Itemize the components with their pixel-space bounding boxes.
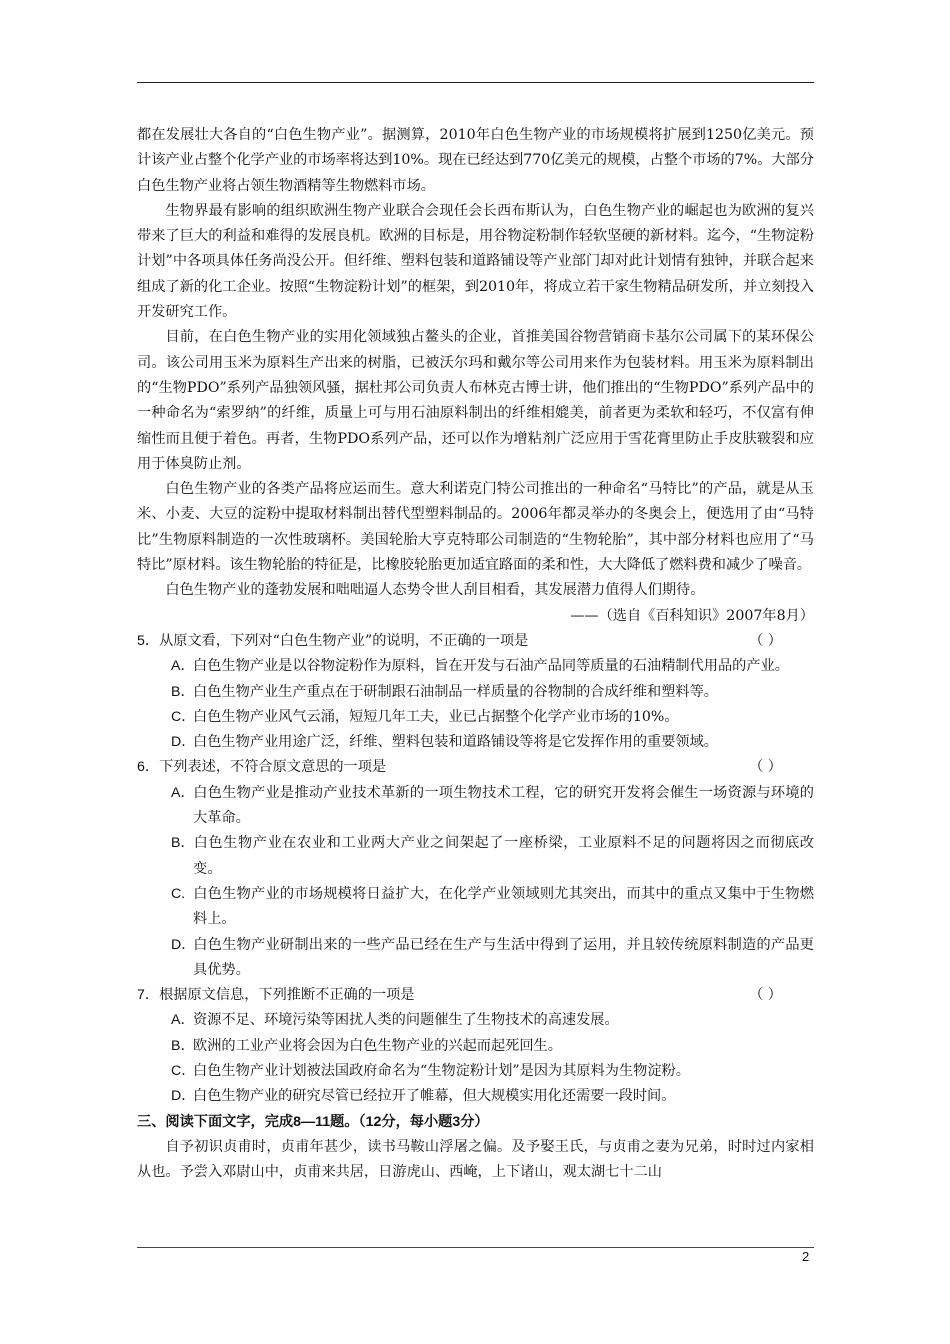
answer-blank: （ ）	[749, 632, 782, 649]
option-text: 白色生物产业的市场规模将日益扩大，在化学产业领域则尤其突出，而其中的重点又集中于生物燃料上。	[193, 885, 814, 928]
question-7-option-d	[137, 1084, 814, 1109]
answer-blank: （ ）	[749, 759, 782, 776]
section-3-passage: 自予初识贞甫时，贞甫年甚少，读书马鞍山浮屠之偏。及予娶王氏，与贞甫之妻为兄弟，时时过内家相从也。予尝入邓尉山中，贞甫来共居，日游虎山、西崦，上下诸山，观太湖七十二山	[137, 1138, 814, 1181]
option-label: A．	[171, 1012, 195, 1029]
source-citation: ——（选自《百科知识》2007年8月）	[570, 607, 814, 624]
option-label: C.	[171, 885, 186, 902]
page-content	[137, 123, 814, 1185]
question-5-option-d	[137, 730, 814, 755]
question-6-option-b	[137, 831, 814, 882]
question-7-option-b	[137, 1034, 814, 1059]
paragraph-1: 都在发展壮大各自的“白色生物产业”。据测算，2010年白色生物产业的市场规模将扩展到1250亿美元。预计该产业占整个化学产业的市场率将达到10%。现在已经达到770亿美元的规模，占整个市场的7%。大部分白色生物产业将占领生物酒精等生物燃料市场。	[137, 127, 814, 194]
header-rule	[137, 82, 814, 83]
option-text: 白色生物产业计划被法国政府命名为“生物淀粉计划”是因为其原料为生物淀粉。	[193, 1062, 690, 1079]
footer-rule	[137, 1247, 814, 1248]
option-label: D．	[171, 734, 196, 751]
question-number: 5．	[137, 632, 160, 649]
option-label: C．	[171, 708, 196, 725]
question-number: 7．	[137, 987, 160, 1004]
option-text: 白色生物产业是以谷物淀粉作为原料，旨在开发与石油产品同等质量的石油精制代用品的产业。	[193, 658, 789, 675]
question-6-option-a	[137, 781, 814, 832]
option-label: B．	[171, 835, 195, 852]
question-7-option-c	[137, 1059, 814, 1084]
option-text: 白色生物产业用途广泛，纤维、塑料包装和道路铺设等将是它发挥作用的重要领域。	[193, 734, 718, 751]
question-text: 根据原文信息，下列推断不正确的一项是	[159, 987, 415, 1004]
question-6-option-d	[137, 933, 814, 984]
question-6-option-c	[137, 882, 814, 933]
option-label: A．	[171, 784, 195, 801]
option-text: 白色生物产业研制出来的一些产品已经在生产与生活中得到了运用，并且较传统原料制造的产品更具优势。	[193, 936, 814, 978]
question-6-stem	[137, 755, 814, 780]
paragraph-4: 白色生物产业的各类产品将应运而生。意大利诺克门特公司推出的一种命名“马特比”的产品，就是从玉米、小麦、大豆的淀粉中提取材料制出替代型塑料制品的。2006年都灵举办的冬奥会上，便选用了由“马特比”生物原料制造的一次性玻璃杯。美国轮胎大亨克特耶公司制造的“生物轮胎”，其中部分材料也应用了“马特比”原材料。该生物轮胎的特征是，比橡胶轮胎更加适宜路面的柔和性，大大降低了燃料费和减少了噪音。	[137, 481, 814, 574]
question-7-option-a	[137, 1008, 814, 1033]
question-7-stem	[137, 983, 814, 1008]
question-text: 下列表述，不符合原文意思的一项是	[159, 759, 387, 776]
option-label: D．	[171, 936, 196, 953]
answer-blank: （ ）	[749, 987, 782, 1004]
question-5-option-a	[137, 654, 814, 679]
option-text: 白色生物产业生产重点在于研制跟石油制品一样质量的谷物制的合成纤维和塑料等。	[193, 683, 718, 700]
question-5-option-b	[137, 680, 814, 705]
page-number: 2	[802, 1249, 810, 1264]
option-label: C．	[171, 1062, 196, 1079]
option-text: 资源不足、环境污染等困扰人类的问题催生了生物技术的高速发展。	[193, 1012, 619, 1029]
question-text: 从原文看，下列对“白色生物产业”的说明，不正确的一项是	[159, 632, 529, 649]
paragraph-3: 目前，在白色生物产业的实用化领域独占鳌头的企业，首推美国谷物营销商卡基尔公司属下的某环保公司。该公司用玉米为原料生产出来的树脂，已被沃尔玛和戴尔等公司用来作为包装材料。用玉米为原料制出的“生物PDO”系列产品独领风骚，据杜邦公司负责人布林克古博士讲，他们推出的“生物PDO”系列产品中的一种命名为“索罗纳”的纤维，质量上可与用石油原料制出的纤维相媲美，前者更为柔软和轻巧，不仅富有伸缩性而且便于着色。再者，生物PDO系列产品，还可以作为增粘剂广泛应用于雪花膏里防止手皮肤皲裂和应用于体臭防止剂。	[137, 329, 814, 472]
option-label: D．	[171, 1088, 196, 1105]
question-5-option-c	[137, 705, 814, 730]
paragraph-2: 生物界最有影响的组织欧洲生物产业联合会现任会长西布斯认为，白色生物产业的崛起也为欧洲的复兴带来了巨大的利益和难得的发展良机。欧洲的目标是，用谷物淀粉制作轻软坚硬的新材料。迄今，“生物淀粉计划”中各项具体任务尚没公开。但纤维、塑料包装和道路铺设等产业部门却对此计划情有独钟，并联合起来组成了新的化工企业。按照“生物淀粉计划”的框架，到2010年，将成立若干家生物精品研发所，并立刻投入开发研究工作。	[137, 202, 814, 321]
question-number: 6．	[137, 759, 160, 776]
section-3-heading: 三、阅读下面文字，完成8—11题。（12分，每小题3分）	[137, 1113, 489, 1130]
option-text: 白色生物产业在农业和工业两大产业之间架起了一座桥梁，工业原料不足的问题将因之而彻底改变。	[193, 835, 814, 877]
option-text: 欧洲的工业产业将会因为白色生物产业的兴起而起死回生。	[193, 1037, 562, 1054]
option-label: B．	[171, 683, 195, 700]
paragraph-5: 白色生物产业的蓬勃发展和咄咄逼人态势令世人刮目相看，其发展潜力值得人们期待。	[165, 582, 705, 599]
option-text: 白色生物产业是推动产业技术革新的一项生物技术工程，它的研究开发将会催生一场资源与环境的大革命。	[193, 784, 814, 827]
option-text: 白色生物产业的研究尽管已经拉开了帷幕，但大规模实用化还需要一段时间。	[193, 1088, 676, 1105]
option-text: 白色生物产业风气云涌，短短几年工夫，业已占据整个化学产业市场的10%。	[193, 708, 679, 725]
question-5-stem	[137, 629, 814, 654]
option-label: B．	[171, 1037, 195, 1054]
option-label: A．	[171, 658, 195, 675]
